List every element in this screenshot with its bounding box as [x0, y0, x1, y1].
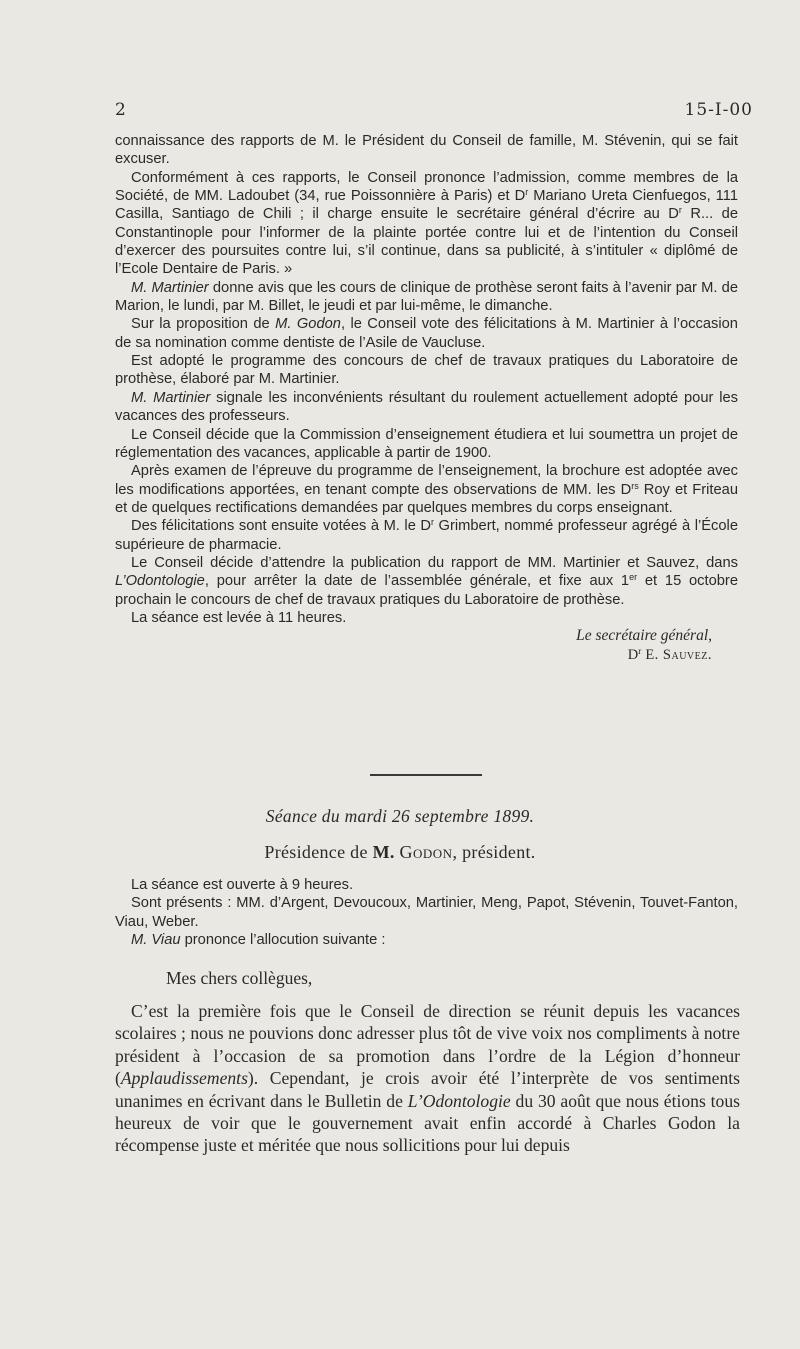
paragraph-adjourned: La séance est levée à 11 heures. [131, 609, 347, 626]
paragraph-opened: La séance est ouverte à 9 heures. [131, 877, 354, 893]
section-divider [370, 774, 482, 776]
paragraph-viau-speech-intro: M. Viau prononce l’allocution suivante : [131, 932, 386, 949]
speech-greeting: Mes chers collègues, [166, 968, 313, 988]
page-number: 2 [115, 100, 127, 120]
paragraph-attendees: Sont présents : MM. d’Argent, Devoucoux, Martinier, Meng, Papot, Stévenin, Touvet-Fanton, Viau, Weber. [115, 895, 738, 930]
paragraph-vacation-rotation: M. Martinier signale les inconvénients résultant du roulement actuellement adopté pour les vacances des professeurs. [115, 389, 738, 425]
speech-text [115, 1000, 740, 1157]
paragraph-brochure: Après examen de l’épreuve du programme de l’enseignement, la brochure est adoptée avec les modifications apportées, en tenant compte des observations de MM. les $D^{rs}$ Roy et Friteau et de quelques rectifications demandées par quelques membres du corps enseignant. [115, 463, 738, 516]
paragraph-admissions: Conformément à ces rapports, le Conseil prononce l’admission, comme membres de la Société, de MM. Ladoubet (34, rue Poissonnière à Paris) et $D^r$ Mariano Ureta Cienfuegos, 111 Casilla, Santiago de Chili ; il charge ensuite le secrétaire général d’écrire au $D^r$ R... de Constantinople pour l’informer de la plainte portée contre lui et de l’intention du Conseil d’exercer des poursuites contre lui, s’il continue, dans sa publicité, à s’intituler « diplômé de l’Ecole Dentaire de Paris. » [115, 169, 738, 278]
paragraph-clinic-courses: M. Martinier donne avis que les cours de clinique de prothèse seront faits à l’avenir par M. de Marion, le lundi, par M. Billet, le jeudi et par lui-même, le dimanche. [115, 279, 738, 315]
paragraph-teaching-commission: Le Conseil décide que la Commission d’enseignement étudiera et lui soumettra un projet de réglementation des vacances, applicable à partir de 1900. [115, 426, 738, 461]
session-opening [115, 876, 738, 949]
paragraph-1: connaissance des rapports de M. le Président du Conseil de famille, M. Stévenin, qui se fait excuser. [115, 133, 738, 168]
issue-date: 15-I-00 [684, 100, 753, 120]
presidency-line: Présidence de M. Godon, président. [264, 842, 536, 862]
signature-title: Le secrétaire général, [576, 627, 712, 645]
paragraph-grimbert: Des félicitations sont ensuite votées à M. le $D^r$ Grimbert, nommé professeur agrégé à l’École supérieure de pharmacie. [115, 517, 738, 553]
page-header [115, 100, 753, 120]
paragraph-programme-adopted: Est adopté le programme des concours de chef de travaux pratiques du Laboratoire de prothèse, élaboré par M. Martinier. [115, 353, 738, 388]
session-heading: Séance du mardi 26 septembre 1899. [265, 806, 535, 826]
paragraph-congratulations-martinier: Sur la proposition de M. Godon, le Conseil vote des félicitations à M. Martinier à l’occasion de sa nomination comme dentiste de l’Asile de Vaucluse. [115, 316, 738, 351]
speech-paragraph: C’est la première fois que le Conseil de direction se réunit depuis les vacances scolaires ; nous ne pouvions donc adresser plus tôt de vive voix nos compliments à notre président à l’occasion de sa promotion dans l’ordre de la Légion d’honneur (Applaudissements). Cependant, je crois avoir été l’interprète de vos sentiments unanimes en écrivant dans le Bulletin de L’Odontologie du 30 août que nous étions tous heureux de voir que le gouvernement avait enfin accordé à Charles Godon la récompense juste et méritée que nous sollicitions pour lui depuis [115, 1001, 740, 1156]
council-minutes-continued [115, 132, 738, 664]
paragraph-general-assembly: Le Conseil décide d’attendre la publication du rapport de MM. Martinier et Sauvez, dans L’Odontologie, pour arrêter la date de l’assemblée générale, et fixe aux 1er et 15 octobre prochain le concours de chef de travaux pratiques du Laboratoire de prothèse. [115, 554, 738, 608]
signature-name: $D^r$ E. Sauvez. [627, 645, 712, 663]
